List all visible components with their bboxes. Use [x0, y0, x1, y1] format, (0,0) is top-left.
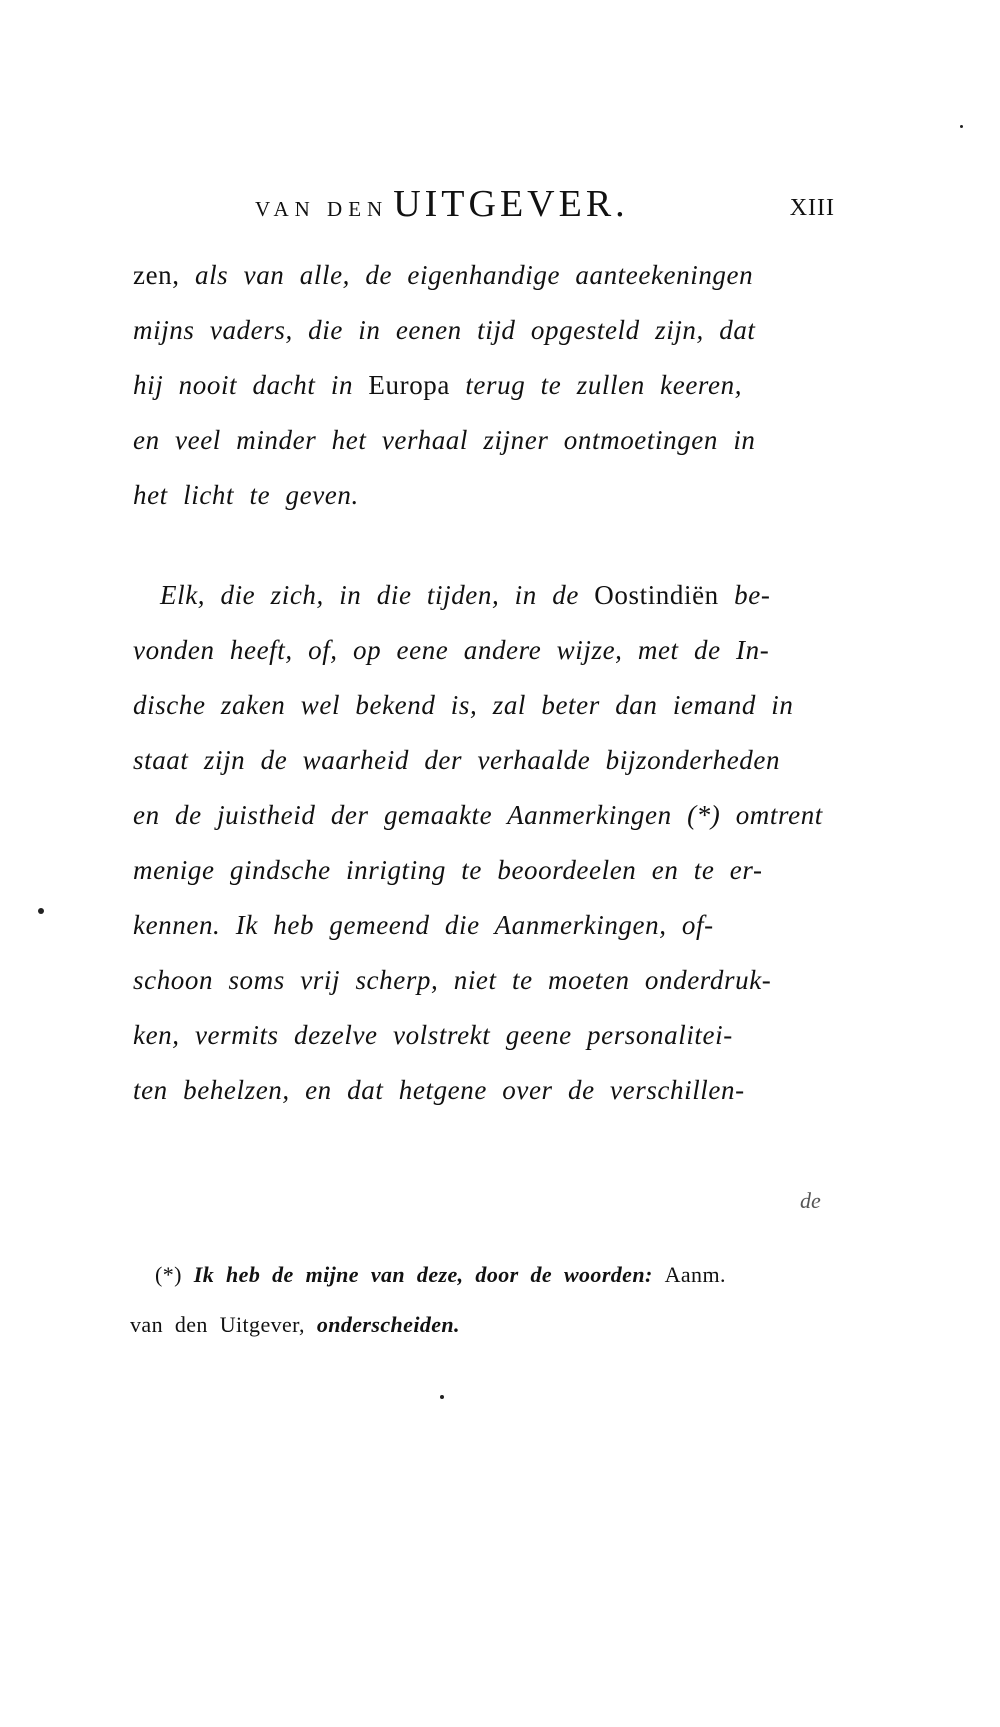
- text-segment: het licht te geven.: [133, 480, 359, 510]
- text-segment: kennen. Ik heb gemeend die Aanmerkingen, of-: [133, 910, 714, 940]
- footnote-segment: Aanm.: [664, 1262, 726, 1287]
- text-segment: menige gindsche inrigting te beoordeelen en te er-: [133, 855, 763, 885]
- text-segment: zen,: [133, 260, 195, 290]
- text-line: [133, 965, 833, 996]
- page-number: XIII: [789, 195, 835, 221]
- text-line: [133, 690, 833, 721]
- text-segment: en de juistheid der gemaakte Aanmerkingen (*) omtrent: [133, 800, 823, 830]
- text-segment: als van alle, de eigenhandige aanteekeningen: [194, 260, 754, 290]
- text-segment: Europa: [368, 370, 450, 400]
- text-segment: vonden heeft, of, op eene andere wijze, met de In-: [133, 635, 770, 665]
- text-segment: schoon soms vrij scherp, niet te moeten onderdruk-: [133, 965, 772, 995]
- running-head-small-caps: VAN DEN: [255, 197, 389, 221]
- running-head: [255, 176, 835, 226]
- text-segment: mijns vaders, die in eenen tijd opgesteld zijn, dat: [133, 315, 756, 345]
- text-line: [133, 745, 833, 776]
- text-segment: hij nooit dacht in: [133, 370, 369, 400]
- text-segment: en veel minder het verhaal zijner ontmoetingen in: [133, 425, 756, 455]
- text-segment: be-: [718, 580, 771, 610]
- scan-speck: [960, 125, 963, 128]
- text-segment: ten behelzen, en dat hetgene over de verschillen-: [133, 1075, 745, 1105]
- text-segment: Oostindiën: [594, 580, 719, 610]
- text-line: [160, 580, 860, 611]
- text-line: [133, 1075, 833, 1106]
- text-line: [133, 425, 833, 456]
- scan-speck: [440, 1395, 444, 1399]
- text-line: [133, 1020, 833, 1051]
- running-head-big-caps: UITGEVER.: [393, 183, 629, 225]
- catchword: de: [800, 1188, 821, 1213]
- text-segment: ken, vermits dezelve volstrekt geene personalitei-: [133, 1020, 733, 1050]
- footnote-segment: onderscheiden.: [316, 1312, 460, 1337]
- text-line: [133, 635, 833, 666]
- footnote-line: [130, 1312, 810, 1338]
- footnote-segment: (*): [155, 1262, 194, 1287]
- text-segment: dische zaken wel bekend is, zal beter dan iemand in: [133, 690, 794, 720]
- text-segment: terug te zullen keeren,: [449, 370, 743, 400]
- text-line: [133, 315, 833, 346]
- text-line: [133, 800, 833, 831]
- text-line: [133, 480, 833, 511]
- footnote-segment: Ik heb de mijne van deze, door de woorden:: [193, 1262, 665, 1287]
- scan-speck: [38, 908, 44, 914]
- text-segment: staat zijn de waarheid der verhaalde bijzonderheden: [133, 745, 781, 775]
- text-segment: Elk, die zich, in die tijden, in de: [160, 580, 595, 610]
- text-line: [133, 855, 833, 886]
- text-line: [133, 910, 833, 941]
- footnote-segment: van den Uitgever,: [130, 1312, 317, 1337]
- running-head-title: [255, 182, 629, 226]
- text-line: [133, 370, 833, 401]
- footnote-line: [155, 1262, 835, 1288]
- text-line: [133, 260, 833, 291]
